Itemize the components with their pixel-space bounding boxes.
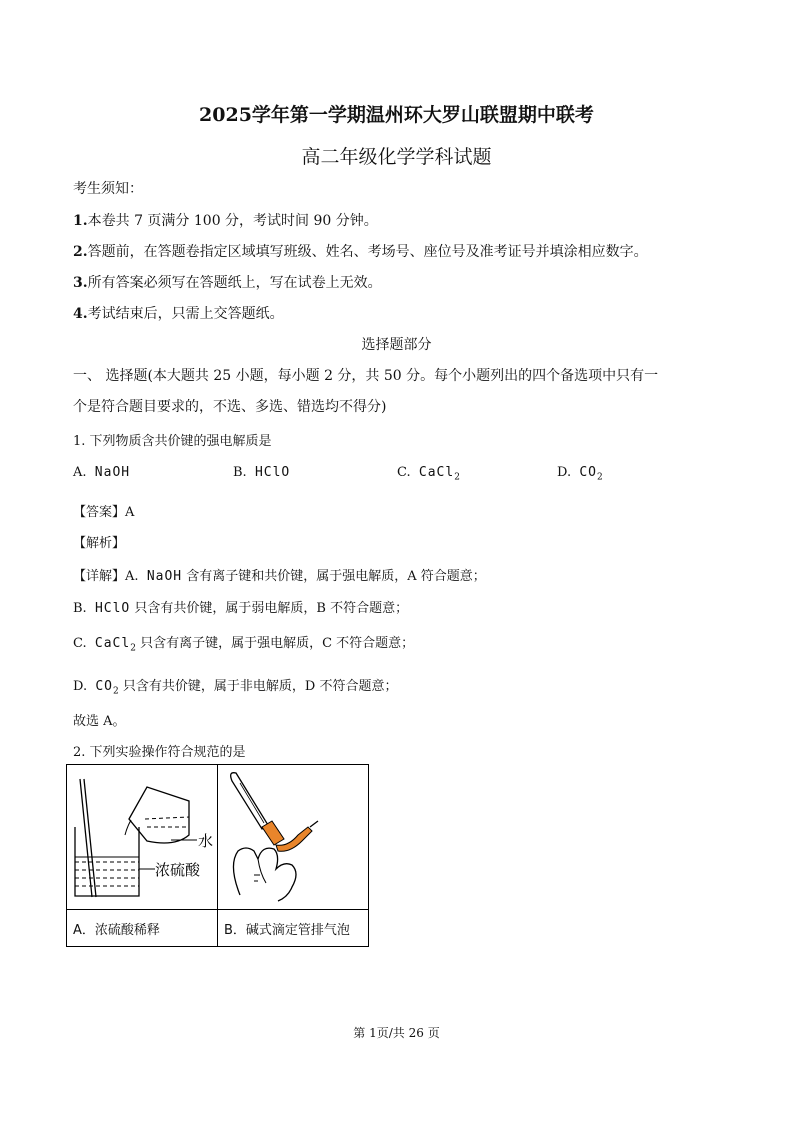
q2-figure-b xyxy=(218,765,369,910)
q1-stem: 1. 下列物质含共价键的强电解质是 xyxy=(73,434,272,449)
notice-heading: 考生须知： xyxy=(73,181,143,197)
q1-option-a: A. NaOH xyxy=(73,465,131,480)
q2-stem: 2. 下列实验操作符合规范的是 xyxy=(73,745,246,760)
section-instruction-2: 个是符合题目要求的，不选、多选、错选均不得分) xyxy=(73,399,387,415)
exam-title: 2025学年第一学期温州环大罗山联盟期中联考 xyxy=(199,104,594,126)
q1-option-c: C. CaCl$_2$ xyxy=(397,465,460,483)
label-water: 水 xyxy=(198,832,214,850)
q1-analysis-tag: 【解析】 xyxy=(73,536,126,551)
section-title: 选择题部分 xyxy=(361,337,432,353)
notice-item-4: 4.考试结束后，只需上交答题纸。 xyxy=(73,306,284,322)
q1-detail-a: 【详解】A. NaOH 含有离子键和共价键，属于强电解质，A 符合题意； xyxy=(73,569,486,584)
q2-figure-a xyxy=(67,765,218,910)
notice-item-2: 2.答题前，在答题卷指定区域填写班级、姓名、考场号、座位号及准考证号并填涂相应数字。 xyxy=(73,244,648,260)
section-instruction-1: 一、 选择题(本大题共 25 小题，每小题 2 分，共 50 分。每个小题列出的四个备选项中只有一 xyxy=(73,368,659,384)
burette-bubble-figure xyxy=(218,765,368,905)
acid-dilution-figure xyxy=(67,765,217,905)
q2-figure-table xyxy=(66,764,369,947)
q2-caption-a: A．浓硫酸稀释 xyxy=(67,910,218,947)
q1-detail-b: B. HClO 只含有共价键，属于弱电解质，B 不符合题意； xyxy=(73,601,409,616)
q2-caption-b: B．碱式滴定管排气泡 xyxy=(218,910,369,947)
label-conc-acid: 浓硫酸 xyxy=(155,861,201,879)
page-footer: 第 1页/共 26 页 xyxy=(353,1026,440,1040)
q1-detail-c: C. CaCl$_2$ 只含有离子键，属于强电解质，C 不符合题意； xyxy=(73,636,415,654)
notice-item-3: 3.所有答案必须写在答题纸上，写在试卷上无效。 xyxy=(73,275,382,291)
q1-conclusion: 故选 A。 xyxy=(73,714,126,729)
q1-option-d: D. $CO_2$ xyxy=(557,465,603,483)
q1-answer: 【答案】A xyxy=(73,505,135,520)
exam-subtitle: 高二年级化学学科试题 xyxy=(301,146,492,168)
notice-item-1: 1.本卷共 7 页满分 100 分，考试时间 90 分钟。 xyxy=(73,213,378,229)
q1-detail-d: D. $CO_2$ 只含有共价键，属于非电解质，D 不符合题意； xyxy=(73,679,398,697)
q1-option-b: B. HClO xyxy=(233,465,291,480)
